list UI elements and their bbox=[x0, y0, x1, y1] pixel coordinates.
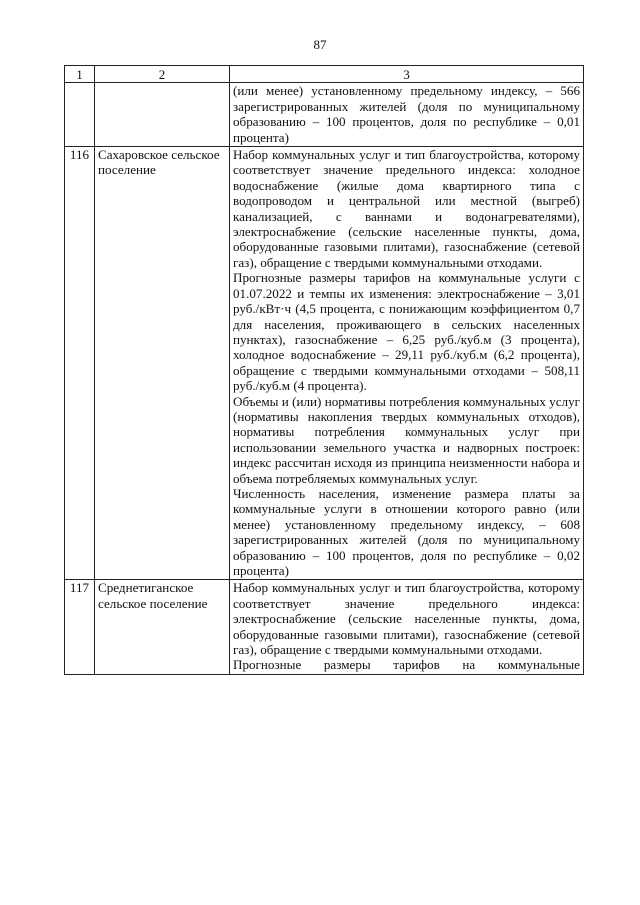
description-paragraph: Прогнозные размеры тарифов на коммунальные услуги с 01.07.2022 и темпы их изменения: электроснабжение – 3,01 руб./кВт·ч (4,5 процента, с понижающим коэффициентом 0,7 для населения, проживающего в сельских населенных пунктах), газоснабжение – 6,25 руб./куб.м (3 процента), холодное водоснабжение – 29,11 руб./куб.м (6,2 процента), обращение с твердыми коммунальными отходами – 508,11 руб./куб.м (4 процента). bbox=[233, 270, 580, 394]
description-paragraph: Прогнозные размеры тарифов на коммунальные bbox=[233, 657, 580, 673]
row-number: 116 bbox=[65, 147, 95, 580]
row-description bbox=[230, 580, 584, 674]
row-description bbox=[230, 83, 584, 147]
settlement-name: Среднетиганское сельское поселение bbox=[95, 580, 230, 674]
table-row-116 bbox=[65, 147, 584, 580]
settlement-name: Сахаровское сельское поселение bbox=[95, 147, 230, 580]
column-header-1: 1 bbox=[65, 66, 95, 83]
row-description bbox=[230, 147, 584, 580]
column-header-3: 3 bbox=[230, 66, 584, 83]
settlement-name bbox=[95, 83, 230, 147]
description-paragraph: Набор коммунальных услуг и тип благоустройства, которому соответствует значение предельного индекса: электроснабжение (сельские населенные пункты, дома, оборудованные газовыми плитами), газоснабжение (сетевой газ), обращение с твердыми коммунальными отходами. bbox=[233, 580, 580, 658]
table-header-row bbox=[65, 66, 584, 83]
table-row-continuation bbox=[65, 83, 584, 147]
table-row-117 bbox=[65, 580, 584, 674]
column-header-2: 2 bbox=[95, 66, 230, 83]
description-paragraph: (или менее) установленному предельному индексу, – 566 зарегистрированных жителей (доля по муниципальному образованию – 100 процентов, доля по республике – 0,01 процента) bbox=[233, 83, 580, 145]
page-number: 87 bbox=[313, 37, 327, 52]
row-number bbox=[65, 83, 95, 147]
description-paragraph: Набор коммунальных услуг и тип благоустройства, которому соответствует значение предельного индекса: холодное водоснабжение (жилые дома квартирного типа с водопроводом и центральной или местной (выгреб) канализацией, с ваннами и водонагревателями), электроснабжение (сельские населенные пункты, дома, оборудованные газовыми плитами), газоснабжение (сетевой газ), обращение с твердыми коммунальными отходами. bbox=[233, 147, 580, 270]
row-number: 117 bbox=[65, 580, 95, 674]
tariff-table bbox=[64, 65, 584, 675]
description-paragraph: Численность населения, изменение размера платы за коммунальные услуги в отношении которого равно (или менее) установленному предельному индексу, – 608 зарегистрированных жителей (доля по муниципальному образованию – 100 процентов, доля по республике – 0,02 процента) bbox=[233, 485, 580, 578]
description-paragraph: Объемы и (или) нормативы потребления коммунальных услуг (нормативы накопления твердых коммунальных отходов), нормативы потребления коммунальных услуг при использовании земельного участка и надворных построек: индекс рассчитан исходя из принципа неизменности набора и объема потребляемых коммунальных услуг. bbox=[233, 393, 580, 486]
